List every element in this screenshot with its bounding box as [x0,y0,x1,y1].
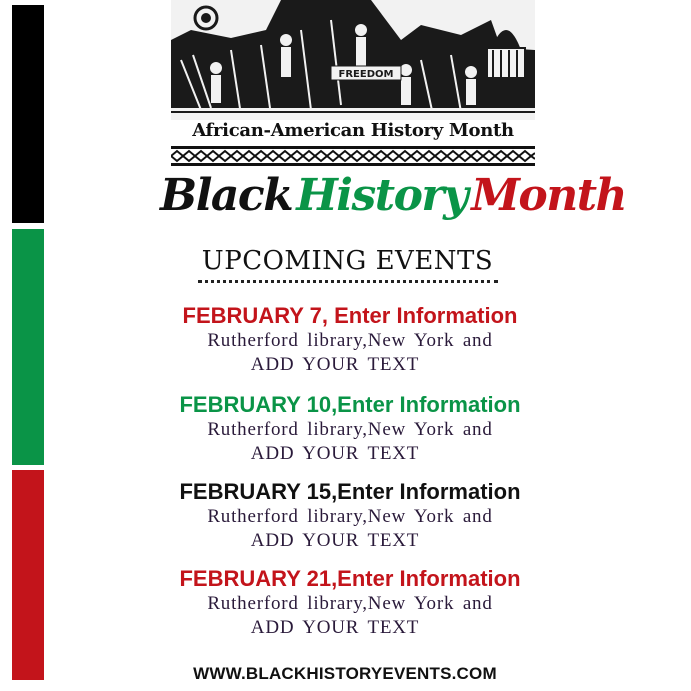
green-stripe [12,229,44,465]
black-stripe [12,5,44,223]
section-title: UPCOMING EVENTS [201,246,494,276]
decorative-border [171,146,535,166]
event-location: Rutherford library,New York and [207,593,493,614]
script-title-word-month: Month [471,170,627,221]
freedom-banner-text: FREEDOM [338,69,394,80]
event-extra-text: ADD YOUR TEXT [250,530,420,551]
dotted-underline [198,280,498,283]
event-extra-text: ADD YOUR TEXT [250,354,420,375]
subtitle: African-American History Month [192,120,514,141]
woodcut-illustration [171,0,535,120]
event-date: FEBRUARY 10,Enter Information [179,392,521,417]
website-link[interactable]: WWW.BLACKHISTORYEVENTS.COM [193,664,497,683]
event-location: Rutherford library,New York and [207,419,493,440]
red-stripe [12,470,44,680]
event-location: Rutherford library,New York and [207,506,493,527]
event-item [150,479,550,553]
event-item [150,303,550,377]
event-date: FEBRUARY 21,Enter Information [179,566,521,591]
event-date: FEBRUARY 7, Enter Information [182,303,518,328]
event-item [150,392,550,466]
script-title [160,166,627,232]
event-extra-text: ADD YOUR TEXT [250,443,420,464]
script-title-word-black: Black [160,170,293,221]
event-date: FEBRUARY 15,Enter Information [179,479,521,504]
script-title-word-history: History [296,170,468,221]
event-location: Rutherford library,New York and [207,330,493,351]
event-extra-text: ADD YOUR TEXT [250,617,420,638]
event-item [150,566,550,640]
